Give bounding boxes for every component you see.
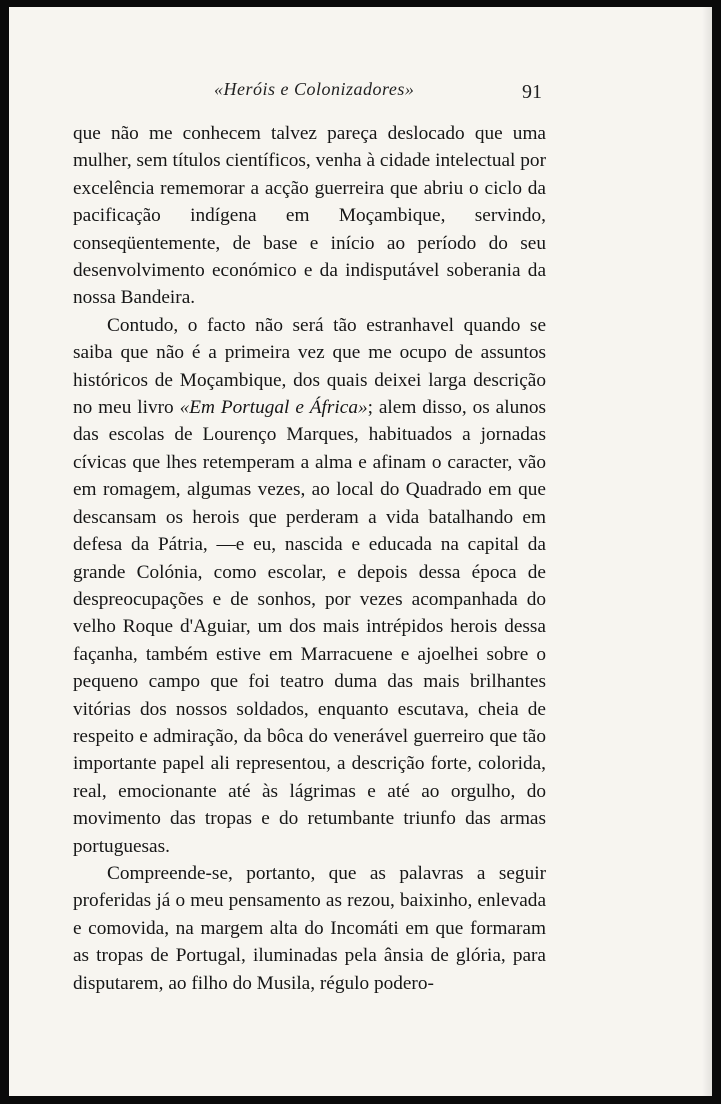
book-title: «Em Portugal e África» xyxy=(179,397,368,419)
running-title: «Heróis e Colonizadores» xyxy=(214,79,415,99)
paragraph-2-after: ; alem disso, os alunos das escolas de Lourenço Marques, habituados a jornadas cívicas que lhes retemperam a alma e afinam o caracter, vão em romagem, algumas vezes, ao local do Quadrado em que descansam os herois que perderam a vida batalhando em defesa da Pátria, —e eu, nascida e educada na capital da grande Colónia, como escolar, e depois dessa época de despreocupações e de sonhos, por vezes acompanhada do velho Roque d'Aguiar, um dos mais intrépidos herois dessa façanha, também estive em Marracuene e ajoelhei sobre o pequeno campo que foi teatro duma das mais brilhantes vitórias dos nossos soldados, enquanto escutava, cheia de respeito e admiração, da bôca do venerável guerreiro que tão importante papel ali representou, a descrição forte, colorida, real, emocionante até às lágrimas e até ao orgulho, do movimento das tropas e do retumbante triunfo das armas portuguesas. xyxy=(73,397,546,857)
paragraph-1: que não me conhecem talvez pareça deslocado que uma mulher, sem títulos científicos, venha à cidade intelectual por excelência rememorar a acção guerreira que abriu o ciclo da pacificação indígena em Moçambique, servindo, conseqüentemente, de base e início ao período do seu desenvolvimento económico e da indisputável soberania da nossa Bandeira. xyxy=(73,123,546,309)
paragraph-3: Compreende-se, portanto, que as palavras a seguir proferidas já o meu pensamento as rezou, baixinho, enlevada e comovida, na margem alta do Incomáti em que formaram as tropas de Portugal, iluminadas pela ânsia de glória, para disputarem, ao filho do Musila, régulo podero- xyxy=(73,862,546,994)
page-edge-shadow xyxy=(702,7,712,1096)
book-page xyxy=(9,7,712,1096)
paragraph-2 xyxy=(73,312,546,860)
page-number: 91 xyxy=(522,81,542,103)
paragraph-2-before: Contudo, o facto não será tão estranhavel quando se saiba que não é a primeira vez que me ocupo de assuntos históricos de Moçambique, dos quais deixei larga descrição no meu livro xyxy=(73,314,546,419)
body-text xyxy=(73,120,546,997)
page-header xyxy=(9,79,712,109)
